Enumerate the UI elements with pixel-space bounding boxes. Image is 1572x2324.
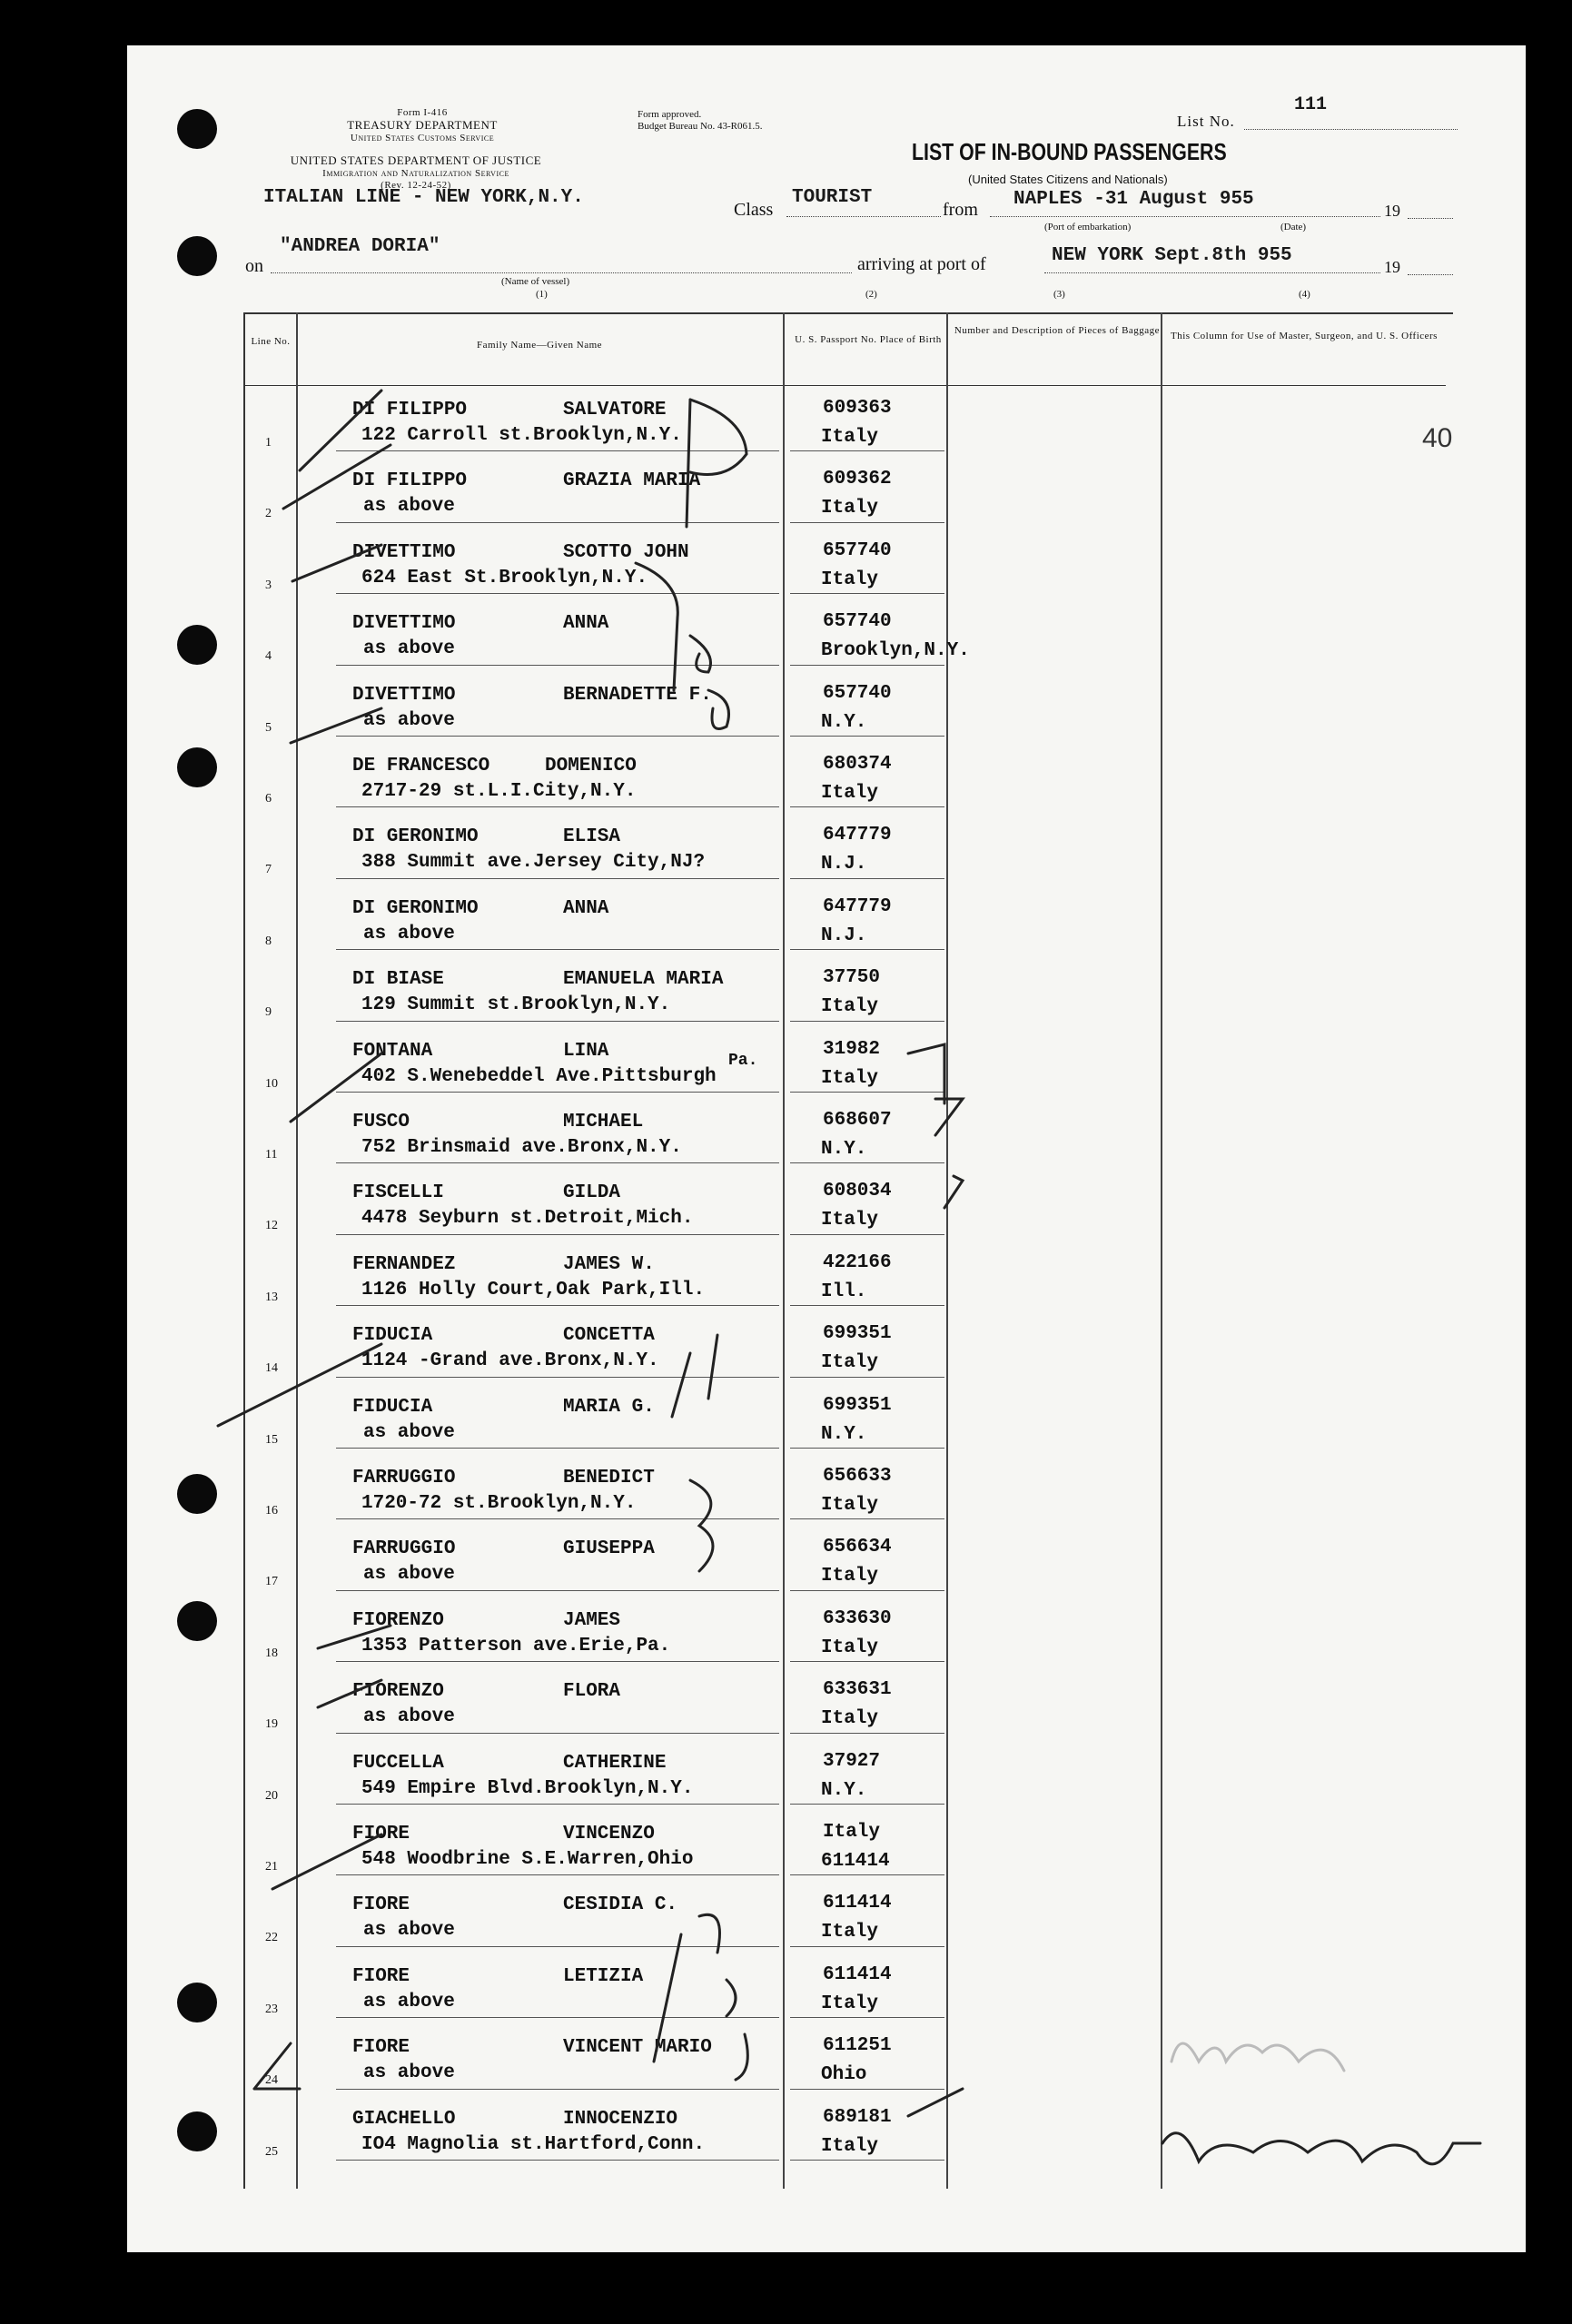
address: as above	[363, 1991, 455, 2012]
passport-number: 633631	[823, 1679, 892, 1701]
year-prefix-1: 19	[1384, 202, 1400, 220]
given-name: GIUSEPPA	[563, 1538, 655, 1560]
col-header-baggage: Number and Description of Pieces of Baggage	[954, 325, 1161, 336]
check-mark	[292, 545, 381, 581]
arriving-value: NEW YORK Sept.8th 955	[1052, 245, 1292, 266]
passport-number: Italy	[823, 1822, 881, 1843]
given-name: BERNADETTE F.	[563, 684, 712, 706]
passport-number: 657740	[823, 611, 892, 633]
family-name: DI FILIPPO	[352, 400, 468, 420]
line-number: 23	[265, 2002, 278, 2016]
vessel-value: "ANDREA DORIA"	[280, 236, 440, 257]
shipping-line: ITALIAN LINE - NEW YORK,N.Y.	[263, 187, 584, 208]
given-name: VINCENT MARIO	[563, 2037, 712, 2059]
check-mark	[254, 2043, 300, 2089]
budget-bureau: Budget Bureau No. 43-R061.5.	[638, 121, 763, 133]
address: as above	[363, 1564, 455, 1586]
given-name: CATHERINE	[563, 1752, 667, 1774]
signature	[1162, 2133, 1480, 2164]
given-name: SALVATORE	[563, 400, 667, 420]
line-number: 16	[265, 1504, 278, 1518]
place-of-birth: N.J.	[821, 925, 867, 946]
given-name: LINA	[563, 1040, 609, 1062]
check-mark	[908, 1044, 944, 1103]
line-number: 9	[265, 1005, 272, 1020]
address: 624 East St.Brooklyn,N.Y.	[361, 567, 648, 588]
family-name: DIVETTIMO	[352, 541, 456, 563]
line-number: 13	[265, 1290, 278, 1304]
address: 402 S.Wenebeddel Ave.Pittsburgh	[361, 1065, 717, 1087]
place-of-birth: Italy	[821, 427, 879, 448]
passport-number: 657740	[823, 682, 892, 704]
initial-mark	[708, 690, 729, 729]
family-name: DIVETTIMO	[352, 613, 456, 635]
passport-number: 37927	[823, 1750, 881, 1772]
class-value: TOURIST	[792, 187, 873, 208]
place-of-birth: Brooklyn,N.Y.	[821, 640, 970, 662]
family-name: FIORENZO	[352, 1681, 444, 1703]
family-name: DIVETTIMO	[352, 684, 456, 706]
passport-number: 647779	[823, 825, 892, 846]
given-name: SCOTTO JOHN	[563, 541, 689, 563]
family-name: FARRUGGIO	[352, 1468, 456, 1488]
check-mark	[272, 1834, 381, 1889]
check-mark	[318, 1626, 391, 1648]
line-number: 17	[265, 1575, 278, 1589]
given-name: CONCETTA	[563, 1325, 655, 1347]
address: 1124 -Grand ave.Bronx,N.Y.	[361, 1350, 659, 1372]
check-mark	[944, 1176, 963, 1208]
treasury-dept: TREASURY DEPARTMENT	[347, 117, 498, 132]
passport-number: 668607	[823, 1110, 892, 1131]
from-label: from	[943, 200, 978, 220]
line-number: 22	[265, 1931, 278, 1945]
family-name: DI BIASE	[352, 969, 444, 991]
line-number: 12	[265, 1219, 278, 1233]
check-mark	[908, 2089, 963, 2116]
col-num-4: (4)	[1299, 289, 1310, 300]
vessel-col-num: (1)	[536, 289, 548, 300]
given-name: ELISA	[563, 826, 621, 848]
given-name: INNOCENZIO	[563, 2108, 678, 2130]
bracket-mark	[636, 563, 677, 690]
place-of-birth: Italy	[821, 1993, 879, 2014]
check-mark	[291, 708, 381, 743]
place-of-birth: Italy	[821, 1067, 879, 1089]
passport-number: 699351	[823, 1323, 892, 1345]
family-name: FIORENZO	[352, 1609, 444, 1631]
address: as above	[363, 923, 455, 944]
initial-mark	[699, 1914, 720, 1953]
family-name: FIORE	[352, 1965, 410, 1987]
given-name: ANNA	[563, 613, 609, 635]
family-name: FONTANA	[352, 1040, 433, 1062]
check-mark	[318, 1680, 381, 1707]
line-number: 11	[265, 1148, 278, 1162]
long-check-mark	[218, 1344, 381, 1426]
passport-number: 656634	[823, 1537, 892, 1558]
given-name: VINCENZO	[563, 1824, 655, 1844]
address: 752 Brinsmaid ave.Bronx,N.Y.	[361, 1137, 682, 1158]
place-of-birth: Italy	[821, 1922, 879, 1943]
address: as above	[363, 496, 455, 518]
place-of-birth: N.Y.	[821, 711, 867, 733]
vessel-caption: (Name of vessel)	[501, 276, 570, 287]
family-name: DI GERONIMO	[352, 826, 479, 848]
initial-mark	[727, 1980, 736, 2016]
address: 1126 Holly Court,Oak Park,Ill.	[361, 1279, 706, 1300]
line-number: 20	[265, 1788, 278, 1803]
col-header-line-no: Line No.	[251, 336, 291, 347]
address: as above	[363, 1421, 455, 1443]
arriving-label: arriving at port of	[857, 254, 986, 274]
family-name: FUSCO	[352, 1112, 410, 1132]
address: 2717-29 st.L.I.City,N.Y.	[361, 781, 637, 802]
address: as above	[363, 1706, 455, 1728]
col-header-passport: U. S. Passport No. Place of Birth	[795, 334, 942, 345]
line-number: 7	[265, 863, 272, 877]
bracket-mark	[690, 400, 746, 475]
given-name: EMANUELA MARIA	[563, 969, 724, 991]
place-of-birth: 611414	[821, 1851, 890, 1872]
place-of-birth: Italy	[821, 569, 879, 590]
family-name: DI FILIPPO	[352, 470, 468, 492]
class-label: Class	[734, 200, 774, 220]
place-of-birth: Italy	[821, 1210, 879, 1231]
initial-mark	[736, 2034, 747, 2080]
given-name: GILDA	[563, 1182, 621, 1204]
faint-signature	[1172, 2043, 1344, 2071]
given-name: BENEDICT	[563, 1468, 655, 1488]
family-name: FIORE	[352, 1824, 410, 1844]
place-of-birth: Italy	[821, 498, 879, 519]
given-name: MICHAEL	[563, 1112, 644, 1132]
address: as above	[363, 638, 455, 660]
place-of-birth: Italy	[821, 2135, 879, 2157]
list-no-label: List No.	[1177, 113, 1235, 130]
address: 129 Summit st.Brooklyn,N.Y.	[361, 994, 671, 1016]
address: 1720-72 st.Brooklyn,N.Y.	[361, 1493, 637, 1514]
passport-number: 608034	[823, 1181, 892, 1202]
line-number: 14	[265, 1361, 278, 1376]
form-approved: Form approved.	[638, 109, 702, 120]
family-name: FISCELLI	[352, 1182, 444, 1204]
place-of-birth: Italy	[821, 996, 879, 1018]
address: IO4 Magnolia st.Hartford,Conn.	[361, 2133, 706, 2155]
initial-mark	[690, 636, 711, 672]
place-of-birth: N.Y.	[821, 1779, 867, 1801]
check-mark	[935, 1099, 963, 1135]
passport-number: 422166	[823, 1251, 892, 1273]
passport-number: 656633	[823, 1466, 892, 1487]
line-number: 1	[265, 436, 272, 450]
place-of-birth: Italy	[821, 783, 879, 804]
line-number: 3	[265, 578, 272, 592]
col-header-officers: This Column for Use of Master, Surgeon, and U. S. Officers	[1171, 331, 1438, 341]
port-embark-caption: (Port of embarkation)	[1044, 222, 1132, 232]
line-number: 8	[265, 934, 272, 948]
passport-number: 609362	[823, 469, 892, 490]
line-number: 21	[265, 1860, 278, 1874]
family-name: FIDUCIA	[352, 1396, 433, 1418]
place-of-birth: N.Y.	[821, 1423, 867, 1445]
immigration-service: Immigration and Naturalization Service	[322, 167, 509, 179]
margin-note: 40	[1422, 423, 1453, 453]
place-of-birth: N.Y.	[821, 1139, 867, 1160]
initial-mark	[672, 1335, 717, 1417]
form-number: Form I-416	[397, 107, 448, 118]
given-name: LETIZIA	[563, 1965, 644, 1987]
family-name: FIORE	[352, 2037, 410, 2059]
col-header-name: Family Name—Given Name	[476, 340, 603, 351]
customs-service: United States Customs Service	[350, 132, 495, 143]
address: 549 Empire Blvd.Brooklyn,N.Y.	[361, 1777, 694, 1799]
address: as above	[363, 2062, 455, 2084]
col-num-3: (3)	[1053, 289, 1065, 300]
line-number: 6	[265, 792, 272, 806]
col-num-2: (2)	[865, 289, 877, 300]
place-of-birth: Italy	[821, 1566, 879, 1587]
line-number: 5	[265, 720, 272, 735]
address-note: Pa.	[728, 1051, 758, 1070]
given-name: CESIDIA C.	[563, 1894, 678, 1916]
family-name: DI GERONIMO	[352, 897, 479, 919]
given-name: JAMES W.	[563, 1253, 655, 1275]
line-number: 24	[265, 2073, 278, 2088]
family-name: FERNANDEZ	[352, 1253, 456, 1275]
address: 122 Carroll st.Brooklyn,N.Y.	[361, 425, 682, 446]
given-name: JAMES	[563, 1609, 621, 1631]
on-label: on	[245, 256, 263, 276]
list-no-value: 111	[1294, 94, 1328, 115]
given-name: MARIA G.	[563, 1396, 655, 1418]
passport-number: 611414	[823, 1893, 892, 1914]
family-name: GIACHELLO	[352, 2108, 456, 2130]
bracket-mark	[687, 400, 690, 527]
passport-number: 633630	[823, 1607, 892, 1629]
place-of-birth: Italy	[821, 1352, 879, 1374]
page-title: LIST OF IN-BOUND PASSENGERS	[912, 138, 1227, 165]
line-number: 25	[265, 2144, 278, 2159]
check-mark	[283, 445, 391, 509]
bracket-mark	[690, 1480, 713, 1571]
line-number: 2	[265, 507, 272, 521]
address: 548 Woodbrine S.E.Warren,Ohio	[361, 1849, 694, 1870]
given-name: GRAZIA MARIA	[563, 470, 701, 492]
line-number: 15	[265, 1432, 278, 1447]
line-number: 18	[265, 1646, 278, 1660]
given-name: ANNA	[563, 897, 609, 919]
date-caption: (Date)	[1280, 222, 1307, 232]
family-name: FIDUCIA	[352, 1325, 433, 1347]
passport-number: 611251	[823, 2035, 892, 2057]
address: 388 Summit ave.Jersey City,NJ?	[361, 852, 706, 874]
justice-dept: UNITED STATES DEPARTMENT OF JUSTICE	[290, 153, 542, 167]
line-number: 10	[265, 1076, 278, 1091]
address: as above	[363, 709, 455, 731]
line-number: 4	[265, 649, 272, 664]
passport-number: 611414	[823, 1963, 892, 1985]
page-subtitle: (United States Citizens and Nationals)	[968, 173, 1168, 186]
family-name: DE FRANCESCO	[352, 756, 490, 776]
check-mark	[291, 1053, 381, 1122]
passport-number: 647779	[823, 895, 892, 917]
bracket-mark	[654, 1934, 681, 2062]
place-of-birth: Ohio	[821, 2064, 867, 2086]
place-of-birth: Italy	[821, 1637, 879, 1658]
revision: (Rev. 12-24-52)	[381, 179, 451, 191]
given-name: DOMENICO	[545, 756, 637, 776]
family-name: FARRUGGIO	[352, 1538, 456, 1560]
passport-number: 31982	[823, 1038, 881, 1060]
passport-number: 657740	[823, 539, 892, 561]
place-of-birth: Italy	[821, 1708, 879, 1730]
place-of-birth: Ill.	[821, 1281, 867, 1302]
place-of-birth: Italy	[821, 1495, 879, 1516]
address: 1353 Patterson ave.Erie,Pa.	[361, 1635, 671, 1656]
line-number: 19	[265, 1717, 278, 1732]
given-name: FLORA	[563, 1681, 621, 1703]
passport-number: 609363	[823, 398, 892, 419]
address: 4478 Seyburn st.Detroit,Mich.	[361, 1208, 694, 1230]
family-name: FIORE	[352, 1894, 410, 1916]
from-value: NAPLES -31 August 955	[1013, 189, 1254, 210]
passport-number: 689181	[823, 2106, 892, 2128]
passport-number: 680374	[823, 754, 892, 775]
place-of-birth: N.J.	[821, 854, 867, 875]
address: as above	[363, 1920, 455, 1942]
year-prefix-2: 19	[1384, 258, 1400, 276]
passport-number: 37750	[823, 967, 881, 989]
passport-number: 699351	[823, 1394, 892, 1416]
family-name: FUCCELLA	[352, 1752, 444, 1774]
